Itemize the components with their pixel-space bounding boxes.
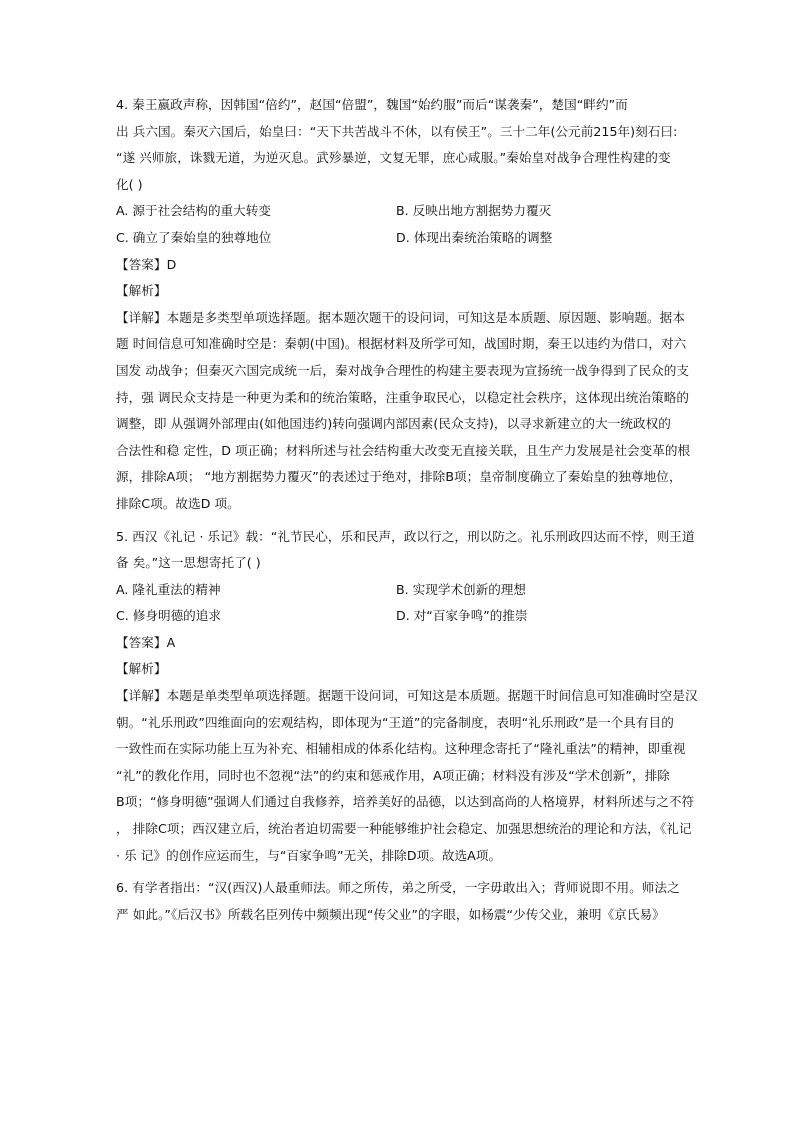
q4-stem-line: 化( )	[116, 176, 143, 192]
q4-option-d: D. 体现出秦统治策略的调整	[396, 229, 553, 245]
q5-option-a: A. 隆礼重法的精神	[116, 581, 221, 597]
q4-detail-line: 调整，即 从强调外部理由(如他国违约)转向强调内部因素(民众支持)，以寻求新建立的大一统政权的	[116, 416, 671, 432]
q6-stem-line: 6. 有学者指出：“汉(西汉)人最重师法。师之所传，弟之所受，一字毋敢出入；背师说即不用。师法之	[116, 880, 680, 896]
q4-stem-line: 出 兵六国。秦灭六国后，始皇曰：“天下共苦战斗不休，以有侯王”。三十二年(公元前215年)刻石曰:	[116, 123, 678, 139]
q4-detail-line: 持，强 调民众支持是一种更为柔和的统治策略，注重争取民心，以稳定社会秩序，这体现出统治策略的	[116, 389, 690, 405]
q5-answer: 【答案】A	[116, 634, 176, 650]
q5-detail-line: “礼”的教化作用，同时也不忽视“法”的约束和惩戒作用，A项正确；材料没有涉及“学术创新”，排除	[116, 767, 670, 783]
q5-stem-line: 5. 西汉《礼记 · 乐记》载：“礼节民心，乐和民声，政以行之，刑以防之。礼乐刑政四达而不悖，则王道	[116, 528, 695, 544]
q5-analysis-label: 【解析】	[116, 661, 167, 677]
q5-detail-line: B项；“修身明德”强调人们通过自我修养，培养美好的品德，以达到高尚的人格境界，材料所述与之不符	[116, 794, 695, 810]
q4-detail-line: 排除C项。故选D 项。	[116, 495, 240, 511]
q4-option-c: C. 确立了秦始皇的独尊地位	[116, 229, 272, 245]
q5-detail-line: 朝。“礼乐刑政”四维面向的宏观结构，即体现为“王道”的完备制度，表明“礼乐刑政”是一个具有目的	[116, 714, 674, 730]
q5-detail-line: · 乐 记》的创作应运而生，与“百家争鸣”无关，排除D项。故选A项。	[116, 847, 502, 863]
q5-option-d: D. 对“百家争鸣”的推崇	[396, 608, 528, 624]
q4-detail-line: 国发 动战争；但秦灭六国完成统一后，秦对战争合理性的构建主要表现为宣扬统一战争得到了民众的支	[116, 362, 690, 378]
q5-stem-line: 备 矣。”这一思想寄托了( )	[116, 555, 261, 571]
q4-detail-line: 源，排除A项； “地方割据势力覆灭”的表述过于绝对，排除B项；皇帝制度确立了秦始皇的独尊地位，	[116, 469, 682, 485]
question-6	[116, 875, 682, 928]
q4-detail-line: 【详解】本题是多类型单项选择题。据本题次题干的设问词，可知这是本质题、原因题、影响题。据本	[116, 309, 685, 325]
q4-detail-line: 题 时间信息可知准确时空是：秦朝(中国)。根据材料及所学可知，战国时期，秦王以违约为借口，对六	[116, 336, 687, 352]
q5-option-c: C. 修身明德的追求	[116, 608, 221, 624]
q4-stem-line: 4. 秦王嬴政声称，因韩国“倍约”，赵国“倍盟”，魏国“始约服”而后“谋袭秦”，楚国“畔约”而	[116, 97, 628, 112]
q5-detail-line: 一致性而在实际功能上互为补充、相辅相成的体系化结构。这种理念寄托了“隆礼重法”的精神，即重视	[116, 741, 686, 757]
q5-option-b: B. 实现学术创新的理想	[396, 581, 526, 597]
q5-options-row	[116, 577, 682, 604]
q4-detail-line: 合法性和稳 定性，D 项正确；材料所述与社会结构重大改变无直接关联，且生产力发展是社会变革的根	[116, 442, 691, 458]
q4-stem-line: “遂 兴师旅，诛戮无道，为逆灭息。武殄暴逆，文复无罪，庶心咸服。”秦始皇对战争合理性构建的变	[116, 150, 671, 166]
q5-detail-line: 【详解】本题是单类型单项选择题。据题干设问词，可知这是本质题。据题干时间信息可知准确时空是汉	[116, 688, 698, 704]
q5-detail-line: ， 排除C项；西汉建立后，统治者迫切需要一种能够维护社会稳定、加强思想统治的理论和方法，《礼记	[116, 821, 692, 837]
q4-option-b: B. 反映出地方割据势力覆灭	[396, 203, 552, 219]
q4-analysis-label: 【解析】	[116, 283, 167, 299]
q4-option-a: A. 源于社会结构的重大转变	[116, 203, 271, 219]
q4-options-row	[116, 198, 682, 225]
q5-options-row	[116, 603, 682, 630]
q4-options-row	[116, 225, 682, 252]
q4-answer: 【答案】D	[116, 256, 177, 272]
document-page	[116, 92, 698, 928]
question-5	[116, 524, 698, 870]
question-4	[116, 92, 691, 518]
q6-stem-line: 严 如此。”《后汉书》所载名臣列传中频频出现“传父业”的字眼，如杨震“少传父业，兼明《京氏易》	[116, 906, 665, 922]
